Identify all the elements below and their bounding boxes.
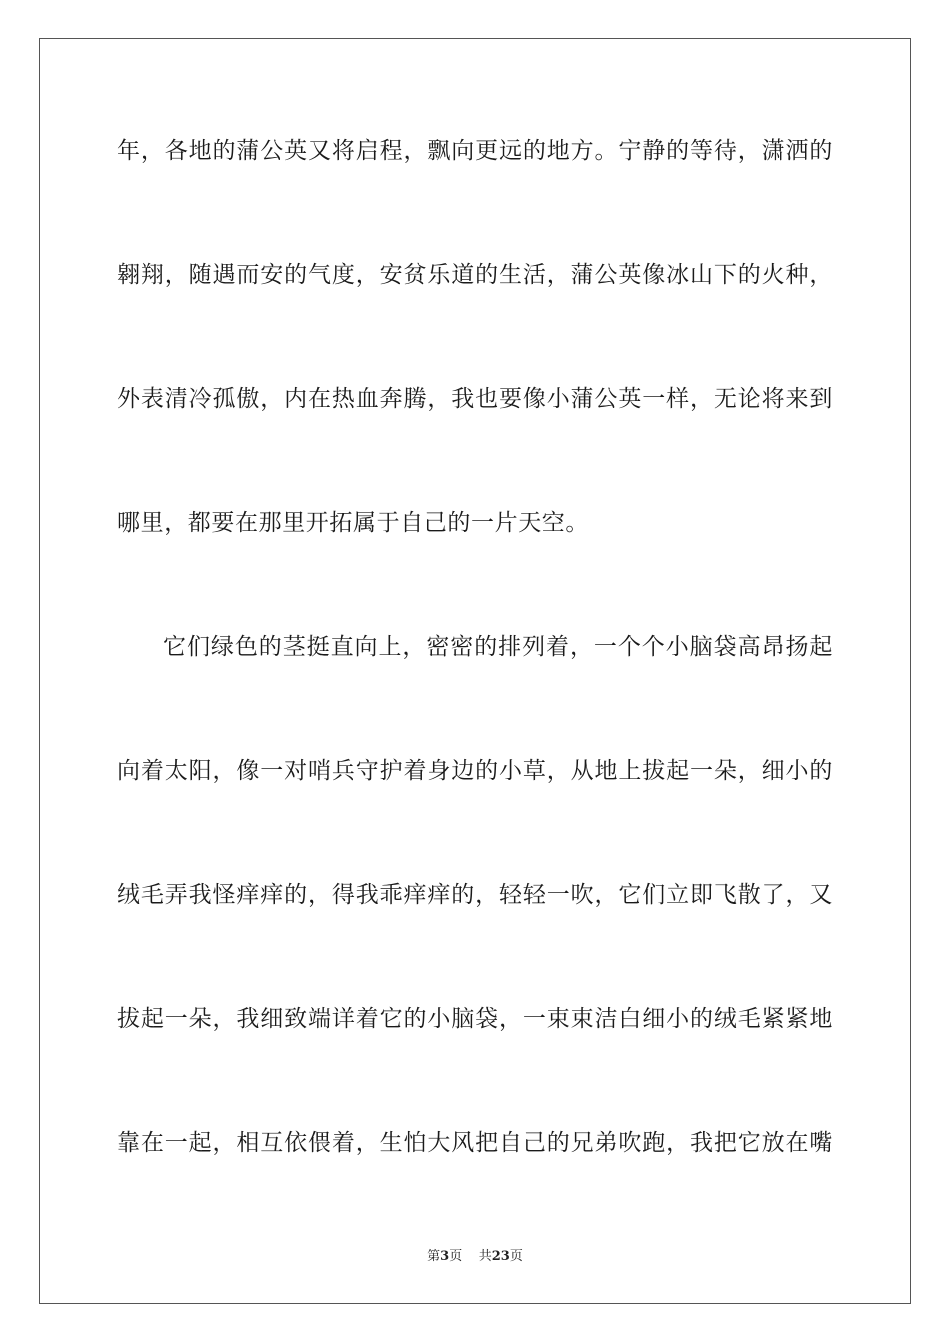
paragraph-line: 向着太阳，像一对哨兵守护着身边的小草，从地上拔起一朵，细小的 [117, 758, 833, 784]
footer-page-suffix: 页 [449, 1249, 463, 1264]
paragraph-line: 翱翔，随遇而安的气度，安贫乐道的生活，蒲公英像冰山下的火种， [117, 262, 833, 288]
paragraph-line: 它们绿色的茎挺直向上，密密的排列着，一个个小脑袋高昂扬起 [163, 634, 833, 660]
footer-total-pages: 23 [491, 1249, 510, 1264]
paragraph-line: 拔起一朵，我细致端详着它的小脑袋，一束束洁白细小的绒毛紧紧地 [117, 1006, 833, 1032]
paragraph-line: 靠在一起，相互依偎着，生怕大风把自己的兄弟吹跑，我把它放在嘴 [117, 1130, 833, 1156]
page-footer [0, 1248, 950, 1266]
footer-total-prefix: 共 [478, 1249, 492, 1264]
page-border [39, 38, 911, 1304]
footer-total-suffix: 页 [509, 1249, 523, 1264]
footer-page-prefix: 第 [427, 1249, 441, 1264]
paragraph-line: 外表清冷孤傲，内在热血奔腾，我也要像小蒲公英一样，无论将来到 [117, 386, 833, 412]
footer-page-number: 3 [440, 1249, 450, 1264]
paragraph-line: 年，各地的蒲公英又将启程，飘向更远的地方。宁静的等待，潇洒的 [117, 138, 833, 164]
paragraph-line: 哪里，都要在那里开拓属于自己的一片天空。 [117, 510, 589, 536]
paragraph-line: 绒毛弄我怪痒痒的，得我乖痒痒的，轻轻一吹，它们立即飞散了，又 [117, 882, 833, 908]
